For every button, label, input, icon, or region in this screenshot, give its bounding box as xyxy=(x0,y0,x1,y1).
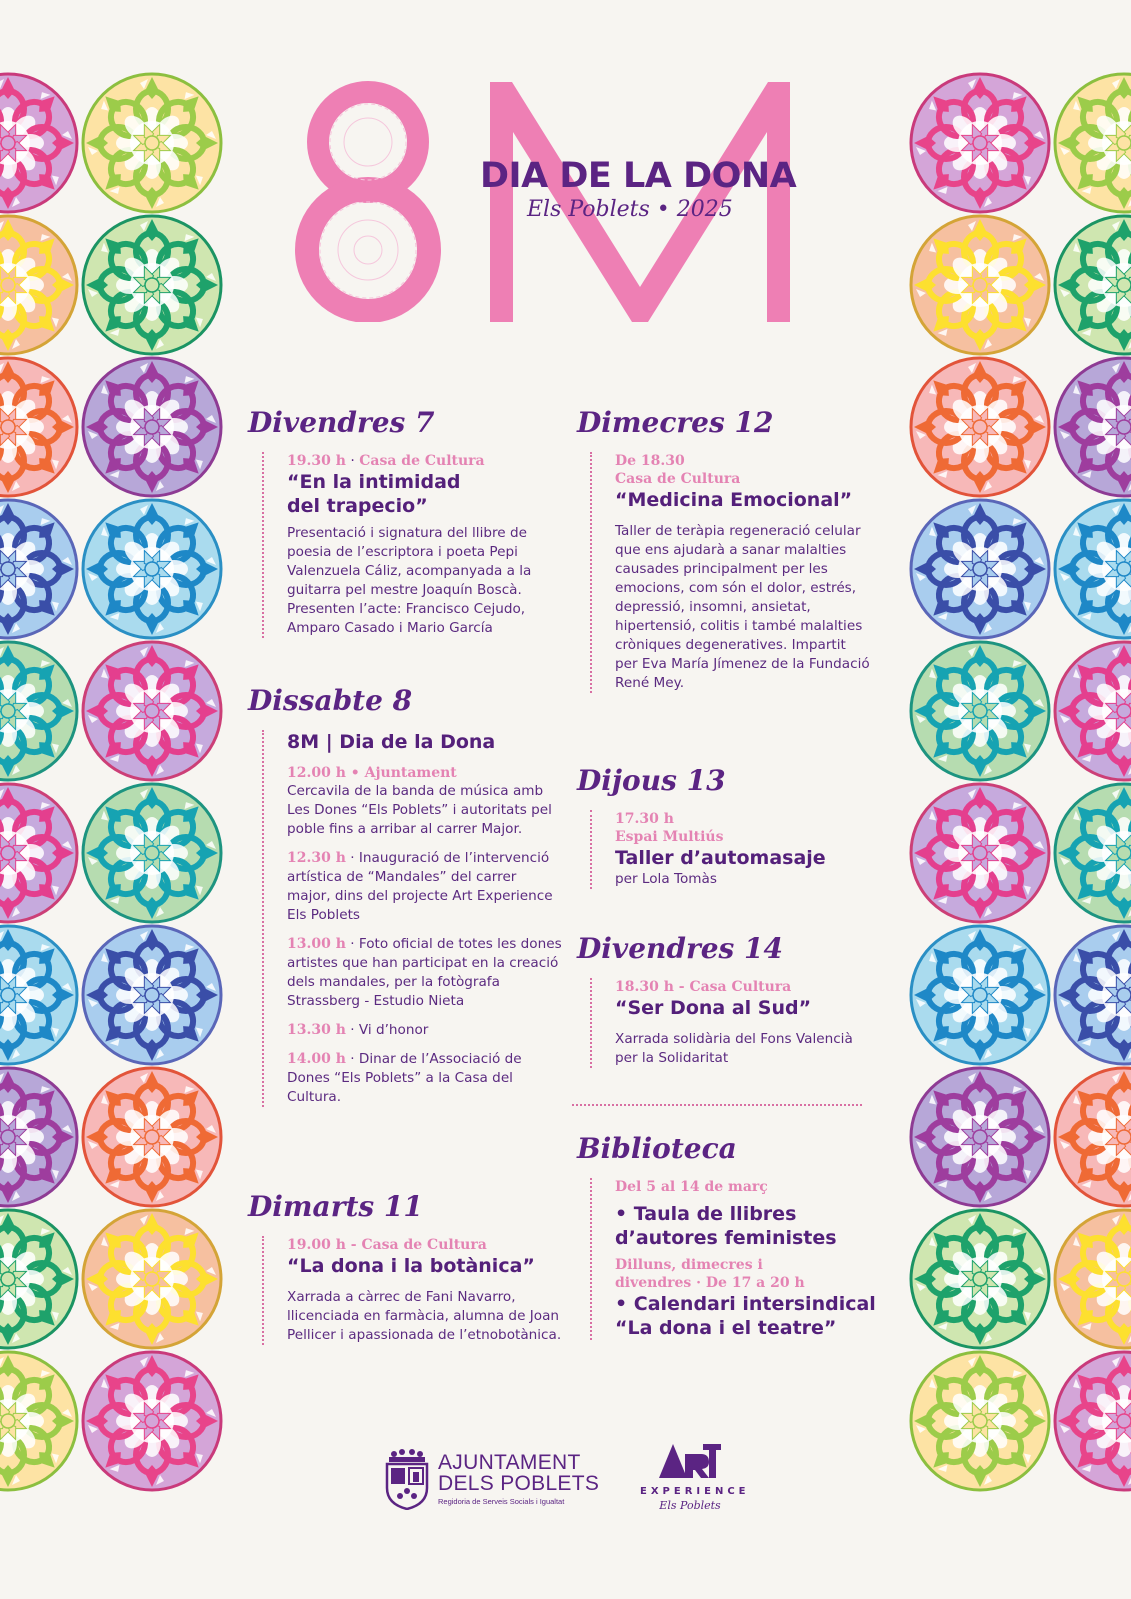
event-block-biblioteca xyxy=(590,1178,880,1340)
big-numeral-8 xyxy=(283,78,453,322)
mandala-blue xyxy=(909,498,1051,640)
event-title: • Calendari intersindical “La dona i el teatre” xyxy=(615,1293,876,1339)
mandala-sky xyxy=(81,498,223,640)
mandala-green xyxy=(0,1208,79,1350)
event-item: 12.30 h · Inauguració de l’intervenció artística de “Mandales” del carrer major, dins del projecte Art Experience Els Poblets xyxy=(287,850,553,923)
mandala-teal xyxy=(909,640,1051,782)
mandala-teal xyxy=(81,782,223,924)
page-title: DIA DE LA DONA xyxy=(480,156,797,196)
mandala-violet xyxy=(909,1066,1051,1208)
mandala-teal xyxy=(0,640,79,782)
event-description: per Lola Tomàs xyxy=(615,871,717,887)
event-time: 12.00 h • Ajuntament xyxy=(287,765,457,781)
mandala-sky xyxy=(0,924,79,1066)
mandala-violet xyxy=(1053,356,1131,498)
mandala-column-right-outer xyxy=(1044,0,1131,1599)
day-heading-divendres-7: Divendres 7 xyxy=(248,406,435,439)
page-subtitle: Els Poblets • 2025 xyxy=(527,197,733,222)
mandala-column-right-inner xyxy=(900,0,1060,1599)
event-title: “En la intimidad del trapecio” xyxy=(287,471,461,517)
event-block-divendres-7 xyxy=(262,452,562,638)
day-heading-dimecres-12: Dimecres 12 xyxy=(577,406,774,439)
mandala-blue xyxy=(81,924,223,1066)
event-title: • Taula de llibres d’autores feministes xyxy=(615,1203,837,1249)
day-heading-dijous-13: Dijous 13 xyxy=(577,764,726,797)
event-block-dimecres-12 xyxy=(590,452,870,693)
event-description: Presentació i signatura del llibre de poesia de l’escriptora i poeta Pepi Valenzuela Cáliz, acompanyada a la guitarra pel mestre Joaquín Boscà. Presenten l’acte: Francisco Cejudo, Amparo Casado i Mario García xyxy=(287,525,532,636)
mandala-pink xyxy=(0,72,79,214)
mandala-pink xyxy=(909,72,1051,214)
event-time: 19.30 h · Casa de Cultura xyxy=(287,453,485,469)
day-heading-dimarts-11: Dimarts 11 xyxy=(248,1190,423,1223)
mandala-orange xyxy=(0,356,79,498)
mandala-lime xyxy=(81,72,223,214)
mandala-column-left-inner xyxy=(72,0,232,1599)
mandala-orange xyxy=(81,1066,223,1208)
mandala-lime xyxy=(909,1350,1051,1492)
art-experience-text: EXPERIENCE xyxy=(640,1486,750,1497)
mandala-green xyxy=(909,1208,1051,1350)
event-description: Cercavila de la banda de música amb Les Dones “Els Poblets” i autoritats pel poble fins a arribar al carrer Major. xyxy=(287,783,552,837)
event-block-dijous-13 xyxy=(590,810,870,889)
event-subtitle: 8M | Dia de la Dona xyxy=(287,731,496,753)
mandala-blue xyxy=(0,498,79,640)
mandala-peach xyxy=(81,1208,223,1350)
event-item: 14.00 h · Dinar de l’Associació de Dones “Els Poblets” a la Casa del Cultura. xyxy=(287,1051,522,1105)
mandala-teal xyxy=(1053,782,1131,924)
mandala-pink xyxy=(1053,1350,1131,1492)
day-heading-divendres-14: Divendres 14 xyxy=(577,932,783,965)
mandala-violet xyxy=(0,1066,79,1208)
mandala-pink xyxy=(81,1350,223,1492)
ajuntament-line2: DELS POBLETS xyxy=(438,1472,600,1495)
ajuntament-logo xyxy=(384,1448,599,1510)
ajuntament-subline: Regidoria de Serveis Socials i Igualtat xyxy=(438,1497,565,1506)
mandala-peach xyxy=(1053,1208,1131,1350)
event-item: 13.00 h · Foto oficial de totes les dones artistes que han participat en la creació dels mandales, per la fotògrafa Strassberg - Estudio Nieta xyxy=(287,936,562,1009)
event-title: “Medicina Emocional” xyxy=(615,489,853,511)
event-time: 17.30 h Espai Multiús xyxy=(615,811,724,845)
mandala-green xyxy=(1053,214,1131,356)
day-heading-dissabte-8: Dissabte 8 xyxy=(248,684,413,717)
mandala-peach xyxy=(0,214,79,356)
event-time: De 18.30 Casa de Cultura xyxy=(615,453,741,487)
event-description: Taller de teràpia regeneració celular que ens ajudarà a sanar malalties causades principalment per les emocions, com són el dolor, estrés, depressió, insomni, ansietat, hipertensió, colitis i també malalties cròniques degeneratives. Impartit per Eva María Jímenez de la Fundació René Mey. xyxy=(615,523,870,691)
mandala-peach xyxy=(909,214,1051,356)
event-description: Xarrada solidària del Fons Valencià per la Solidaritat xyxy=(615,1031,853,1066)
section-divider xyxy=(572,1104,862,1106)
section-heading-biblioteca: Biblioteca xyxy=(577,1132,737,1165)
event-title: Taller d’automasaje xyxy=(615,847,826,869)
mandala-violet xyxy=(81,356,223,498)
event-time: Dilluns, dimecres i divendres · De 17 a 20 h xyxy=(615,1257,805,1291)
art-logo-icon xyxy=(659,1440,721,1480)
mandala-green xyxy=(81,214,223,356)
mandala-lime xyxy=(0,1350,79,1492)
art-experience-logo xyxy=(640,1440,750,1512)
mandala-magenta xyxy=(1053,640,1131,782)
event-item: 13.30 h · Vi d’honor xyxy=(287,1022,429,1038)
event-block-dissabte-8 xyxy=(262,730,562,1107)
event-time: Del 5 al 14 de març xyxy=(615,1179,768,1195)
mandala-magenta xyxy=(0,782,79,924)
mandala-sky xyxy=(1053,498,1131,640)
event-title: “Ser Dona al Sud” xyxy=(615,997,812,1019)
event-description: Xarrada a càrrec de Fani Navarro, llicenciada en farmàcia, alumna de Joan Pellicer i apassionada de l’etnobotànica. xyxy=(287,1289,562,1343)
art-signature: Els Poblets xyxy=(659,1499,721,1512)
coat-of-arms-icon xyxy=(384,1448,430,1510)
event-title: “La dona i la botànica” xyxy=(287,1255,535,1277)
mandala-orange xyxy=(1053,1066,1131,1208)
mandala-magenta xyxy=(909,782,1051,924)
event-time: 19.00 h - Casa de Cultura xyxy=(287,1237,487,1253)
ajuntament-line1: AJUNTAMENT xyxy=(438,1451,581,1474)
mandala-lime xyxy=(1053,72,1131,214)
event-block-divendres-14 xyxy=(590,978,870,1068)
mandala-orange xyxy=(909,356,1051,498)
mandala-magenta xyxy=(81,640,223,782)
mandala-sky xyxy=(909,924,1051,1066)
event-time: 18.30 h - Casa Cultura xyxy=(615,979,792,995)
mandala-blue xyxy=(1053,924,1131,1066)
event-block-dimarts-11 xyxy=(262,1236,562,1345)
